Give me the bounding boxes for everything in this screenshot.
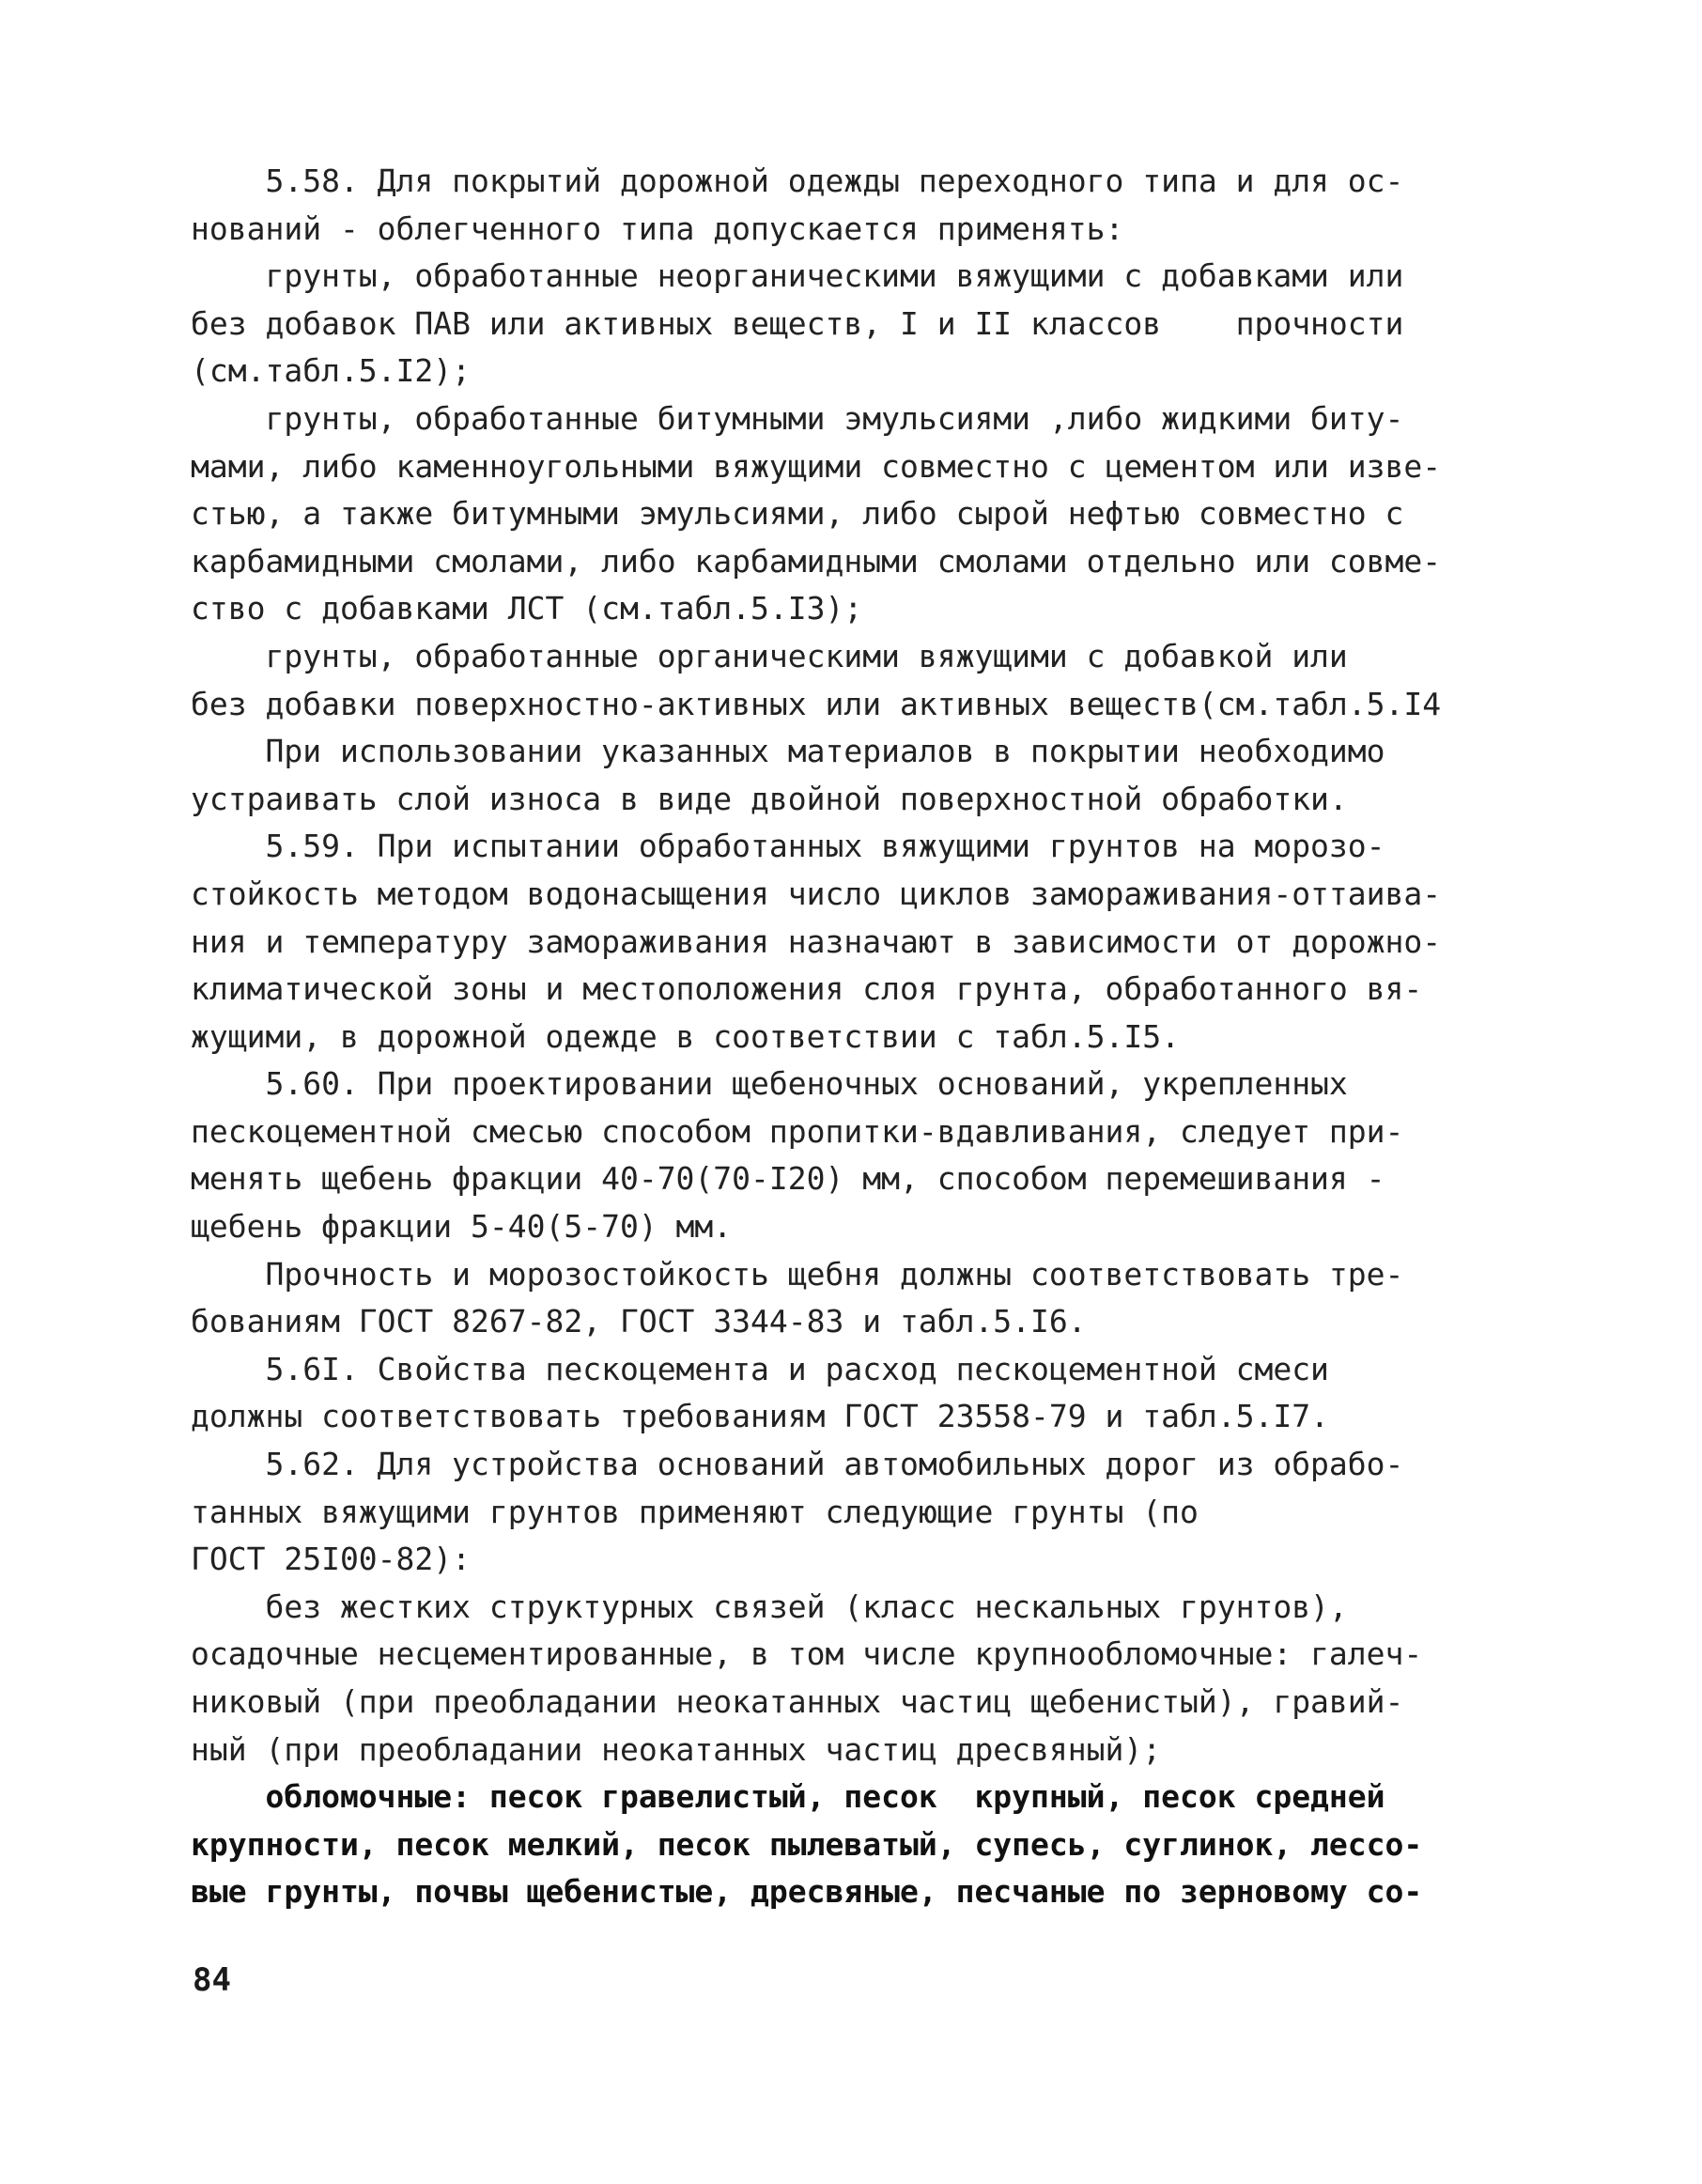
text-line: 5.58. Для покрытий дорожной одежды переходного типа и для ос- <box>191 163 1404 199</box>
text-line: без добавок ПАВ или активных веществ, I и II классов прочности <box>191 304 1404 342</box>
text-line: крупности, песок мелкий, песок пылеватый, супесь, суглинок, лессо- <box>191 1825 1423 1863</box>
text-line: пескоцементной смесью способом пропитки-вдавливания, следует при- <box>191 1112 1404 1150</box>
text-line: стью, а также битумными эмульсиями, либо сырой нефтью совместно с <box>191 495 1404 533</box>
text-line: стойкость методом водонасыщения число циклов замораживания-оттаива- <box>191 875 1442 912</box>
text-line: грунты, обработанные органическими вяжущими с добавкой или <box>191 637 1348 674</box>
text-line: никовый (при преобладании неокатанных частиц щебенистый), гравий- <box>191 1683 1404 1720</box>
text-line: мами, либо каменноугольными вяжущими совместно с цементом или изве- <box>191 447 1442 485</box>
text-line: устраивать слой износа в виде двойной поверхностной обработки. <box>191 780 1348 817</box>
text-line: 5.6I. Свойства пескоцемента и расход пескоцементной смеси <box>191 1350 1329 1387</box>
text-line: без добавки поверхностно-активных или активных веществ(см.табл.5.I4 <box>191 685 1442 722</box>
text-line: без жестких структурных связей (класс нескальных грунтов), <box>191 1588 1348 1625</box>
body-text <box>191 158 1506 1916</box>
text-line: климатической зоны и местоположения слоя грунта, обработанного вя- <box>191 970 1423 1008</box>
text-line: При использовании указанных материалов в покрытии необходимо <box>191 733 1385 770</box>
text-line: вые грунты, почвы щебенистые, дресвяные, песчаные по зерновому со- <box>191 1873 1423 1911</box>
text-line: 5.62. Для устройства оснований автомобильных дорог из обрабо- <box>191 1446 1404 1483</box>
text-line: щебень фракции 5-40(5-70) мм. <box>191 1208 733 1246</box>
text-line: 5.59. При испытании обработанных вяжущими грунтов на морозо- <box>191 828 1385 865</box>
page-number: 84 <box>193 1961 231 1999</box>
text-line: 5.60. При проектировании щебеночных оснований, укрепленных <box>191 1065 1348 1103</box>
text-line: жущими, в дорожной одежде в соответствии с табл.5.I5. <box>191 1017 1180 1055</box>
text-line: карбамидными смолами, либо карбамидными смолами отдельно или совме- <box>191 542 1442 580</box>
text-line: нований - облегченного типа допускается применять: <box>191 209 1124 247</box>
text-line: ния и температуру замораживания назначают в зависимости от дорожно- <box>191 922 1442 960</box>
text-line: обломочные: песок гравелистый, песок крупный, песок средней <box>191 1778 1385 1816</box>
text-line: ный (при преобладании неокатанных частиц дресвяный); <box>191 1730 1162 1768</box>
text-line: Прочность и морозостойкость щебня должны соответствовать тре- <box>191 1255 1404 1293</box>
text-line: менять щебень фракции 40-70(70-I20) мм, способом перемешивания - <box>191 1160 1385 1198</box>
text-line: грунты, обработанные битумными эмульсиями ,либо жидкими биту- <box>191 399 1404 437</box>
text-line: бованиям ГОСТ 8267-82, ГОСТ 3344-83 и табл.5.I6. <box>191 1303 1087 1340</box>
text-line: ство с добавками ЛСТ (см.табл.5.I3); <box>191 590 863 627</box>
text-line: танных вяжущими грунтов применяют следующие грунты (по <box>191 1493 1199 1530</box>
text-line: ГОСТ 25I00-82): <box>191 1541 472 1578</box>
text-line: должны соответствовать требованиям ГОСТ 23558-79 и табл.5.I7. <box>191 1398 1329 1435</box>
text-line: осадочные несцементированные, в том числе крупнообломочные: галеч- <box>191 1635 1423 1673</box>
text-line: грунты, обработанные неорганическими вяжущими с добавками или <box>191 257 1404 295</box>
text-line: (см.табл.5.I2); <box>191 352 472 390</box>
